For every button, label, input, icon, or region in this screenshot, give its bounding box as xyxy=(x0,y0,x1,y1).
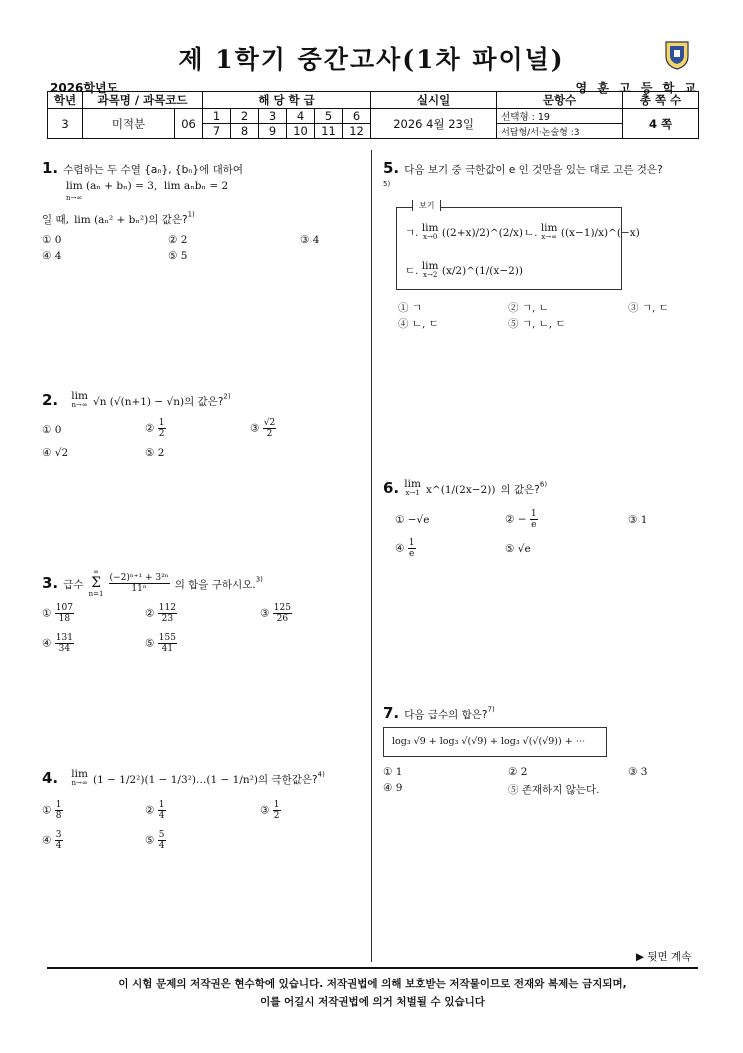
exam-title: 제 1학기 중간고사(1차 파이널) xyxy=(178,45,565,74)
class-cell: 8 xyxy=(231,124,259,139)
class-cell: 1 xyxy=(203,109,231,124)
code-value: 06 xyxy=(175,109,203,139)
q6-limit: lim x→1 xyxy=(404,477,421,497)
next-page-note: ▶ 뒷면 계속 xyxy=(636,951,692,963)
q5-option-3[interactable]: ③ ㄱ, ㄷ xyxy=(628,302,669,314)
grade-value: 3 xyxy=(48,109,83,139)
q5-option-5[interactable]: ⑤ ㄱ, ㄴ, ㄷ xyxy=(508,318,566,330)
option-fraction: $\frac{1}{2}$ xyxy=(273,800,280,821)
header-count: 문항수 xyxy=(497,92,623,109)
q1-option-2[interactable]: ② 2 xyxy=(168,234,188,246)
q6-option-3[interactable]: ③ 1 xyxy=(628,514,648,526)
q1-text-c: 의 값은? xyxy=(148,214,188,226)
header-subject: 과목명 / 과목코드 xyxy=(83,92,203,109)
q4-option-5[interactable] xyxy=(145,830,166,851)
q3-text-a: 급수 xyxy=(63,579,84,591)
header-classes: 해 당 학 급 xyxy=(203,92,371,109)
q2-option-4[interactable]: ④ √2 xyxy=(42,447,69,459)
question-4 xyxy=(42,768,325,788)
q3-option-1[interactable] xyxy=(42,603,74,624)
exam-info-table xyxy=(47,91,699,139)
footnote-mark: 1) xyxy=(187,210,195,219)
class-cell: 11 xyxy=(315,124,343,139)
bogi-item-n: ㄴ. lim x→∞ ((x−1)/x)^(−x) xyxy=(524,222,640,241)
question-number: 2. xyxy=(42,391,59,409)
q3-option-4[interactable] xyxy=(42,633,74,654)
q6-text: 의 값은? xyxy=(500,484,540,496)
bogi-item-d: ㄷ. lim x→2 (x/2)^(1/(x−2)) xyxy=(405,260,523,279)
question-text: 다음 보기 중 극한값이 e 인 것만을 있는 대로 고른 것은? xyxy=(404,164,663,176)
class-cell: 12 xyxy=(343,124,371,139)
option-fraction: $\frac{1}{4}$ xyxy=(158,800,165,821)
option-fraction: $\frac{5}{4}$ xyxy=(158,830,165,851)
q5-option-4[interactable]: ④ ㄴ, ㄷ xyxy=(398,318,439,330)
q7-option-2[interactable]: ② 2 xyxy=(508,766,528,778)
q1-option-3[interactable]: ③ 4 xyxy=(300,234,320,246)
q2-expr: √n (√(n+1) − √n) xyxy=(93,396,185,408)
option-marker: ① xyxy=(42,607,52,620)
option-fraction: $\frac{√2}{2}$ xyxy=(263,418,276,439)
option-fraction: $\frac{107}{18}$ xyxy=(55,603,73,624)
class-cell: 3 xyxy=(259,109,287,124)
option-marker: ② xyxy=(145,422,155,435)
q2-option-1[interactable]: ① 0 xyxy=(42,424,62,436)
class-cell: 9 xyxy=(259,124,287,139)
subject-value: 미적분 xyxy=(83,109,175,139)
q4-option-1[interactable] xyxy=(42,800,63,821)
option-marker: ④ xyxy=(395,542,405,555)
q7-option-3[interactable]: ③ 3 xyxy=(628,766,648,778)
option-marker: ① xyxy=(42,804,52,817)
option-fraction: $\frac{3}{4}$ xyxy=(55,830,62,851)
class-cell: 7 xyxy=(203,124,231,139)
q4-expr: (1 − 1/2²)(1 − 1/3²)…(1 − 1/n²) xyxy=(93,774,258,786)
class-cell: 6 xyxy=(343,109,371,124)
q1-option-1[interactable]: ① 0 xyxy=(42,234,62,246)
q1-expr: lim (aₙ² + bₙ²) xyxy=(74,214,149,226)
header-grade: 학년 xyxy=(48,92,83,109)
option-marker: ② − xyxy=(505,513,527,526)
question-text: 다음 급수의 합은? xyxy=(404,709,488,721)
question-3 xyxy=(42,568,263,599)
question-1 xyxy=(42,158,243,177)
q4-option-2[interactable] xyxy=(145,800,166,821)
class-cell: 2 xyxy=(231,109,259,124)
q1-cond1: lim (aₙ + bₙ) = 3, xyxy=(66,180,158,192)
q1-limit-sub: n→∞ xyxy=(66,194,83,202)
column-divider xyxy=(371,150,372,962)
question-number: 1. xyxy=(42,159,59,177)
header-date: 실시일 xyxy=(371,92,497,109)
question-number: 3. xyxy=(42,574,59,592)
question-text: 수렴하는 두 수열 {aₙ}, {bₙ}에 대하여 xyxy=(63,164,244,176)
q5-option-2[interactable]: ② ㄱ, ㄴ xyxy=(508,302,549,314)
q2-option-3[interactable] xyxy=(250,418,276,439)
option-fraction: $\frac{1}{e}$ xyxy=(530,509,537,530)
question-number: 5. xyxy=(383,159,400,177)
option-marker: ③ xyxy=(250,422,260,435)
option-fraction: $\frac{125}{26}$ xyxy=(273,603,291,624)
q2-limit: lim n→∞ xyxy=(71,389,88,409)
question-number: 4. xyxy=(42,769,59,787)
option-fraction: $\frac{1}{2}$ xyxy=(158,418,165,439)
question-6 xyxy=(383,478,547,498)
option-marker: ⑤ xyxy=(145,834,155,847)
q4-option-3[interactable] xyxy=(260,800,281,821)
class-cell: 10 xyxy=(287,124,315,139)
q1-option-5[interactable]: ⑤ 5 xyxy=(168,250,188,262)
q3-option-3[interactable] xyxy=(260,603,292,624)
q6-option-4[interactable] xyxy=(395,538,416,559)
option-marker: ② xyxy=(145,607,155,620)
q3-sum: ∞ Σ n=1 xyxy=(88,568,104,598)
q3-option-2[interactable] xyxy=(145,603,177,624)
essay-count: 서답형/서·논술형 :3 xyxy=(497,124,623,139)
q6-expr: x^(1/(2x−2)) xyxy=(426,484,496,496)
q1-cond2: lim aₙbₙ = 2 xyxy=(163,180,229,192)
option-fraction: $\frac{131}{34}$ xyxy=(55,633,73,654)
q2-text: 의 값은? xyxy=(184,396,224,408)
q2-option-5[interactable]: ⑤ 2 xyxy=(145,447,165,459)
q2-option-2[interactable] xyxy=(145,418,166,439)
option-fraction: $\frac{1}{8}$ xyxy=(55,800,62,821)
school-year: 2026학년도 xyxy=(50,81,119,95)
option-marker: ④ xyxy=(42,637,52,650)
question-7 xyxy=(383,703,495,722)
option-marker: ③ xyxy=(260,804,270,817)
footnote-mark: 2) xyxy=(223,392,231,401)
option-marker: ② xyxy=(145,804,155,817)
q6-option-2[interactable] xyxy=(505,509,538,530)
q1-conditions xyxy=(66,180,228,192)
header-pages: 총 쪽 수 xyxy=(623,92,699,109)
question-number: 7. xyxy=(383,704,400,722)
class-cell: 4 xyxy=(287,109,315,124)
q3-text-b: 의 합을 구하시오. xyxy=(174,579,256,591)
footnote-mark: 5) xyxy=(383,180,391,188)
question-2 xyxy=(42,390,231,410)
q7-option-1[interactable]: ① 1 xyxy=(383,766,403,778)
q4-limit: lim n→∞ xyxy=(71,767,88,787)
q4-option-4[interactable] xyxy=(42,830,63,851)
bogi-item-g: ㄱ. lim x→0 ((2+x)/2)^(2/x) xyxy=(405,222,523,241)
footnote-mark: 6) xyxy=(539,480,548,489)
copyright-line-2: 이를 어길시 저작권법에 의거 처벌될 수 있습니다 xyxy=(260,996,485,1008)
bogi-label: 보기 xyxy=(412,200,441,211)
option-fraction: $\frac{112}{23}$ xyxy=(158,603,176,624)
question-number: 6. xyxy=(383,479,400,497)
footnote-mark: 3) xyxy=(255,575,263,584)
q1-line2 xyxy=(42,208,195,227)
copyright-line-1: 이 시험 문제의 저작권은 현수학에 있습니다. 저작권법에 의해 보호받는 저작물이므로 전재와 복제는 금지되며, xyxy=(118,978,627,990)
option-marker: ③ xyxy=(260,607,270,620)
option-marker: ⑤ xyxy=(145,637,155,650)
school-emblem-icon xyxy=(664,40,690,70)
q7-option-4[interactable]: ④ 9 xyxy=(383,782,403,794)
q1-text-b: 일 때, xyxy=(42,214,69,226)
school-name: 영 훈 고 등 학 교 xyxy=(575,81,699,95)
footnote-mark: 4) xyxy=(317,770,325,779)
q7-option-5[interactable]: ⑤ 존재하지 않는다. xyxy=(508,784,600,796)
class-cell: 5 xyxy=(315,109,343,124)
date-value: 2026 4월 23일 xyxy=(371,109,497,139)
q7-series-box: log₃ √9 + log₃ √(√9) + log₃ √(√(√9)) + ⋯ xyxy=(383,727,607,757)
option-fraction: $\frac{1}{e}$ xyxy=(408,538,415,559)
q1-option-4[interactable]: ④ 4 xyxy=(42,250,62,262)
q3-fraction: $\frac{\text{(−2)ⁿ⁺¹ + 3²ⁿ}}{\text{11ⁿ}}$ xyxy=(109,573,169,594)
footnote-mark: 7) xyxy=(487,705,495,714)
option-fraction: $\frac{155}{41}$ xyxy=(158,633,176,654)
q4-text: 의 극한값은? xyxy=(257,774,318,786)
pages-value: 4 쪽 xyxy=(623,109,699,139)
q6-option-1[interactable]: ① −√e xyxy=(395,514,430,526)
footer-divider xyxy=(47,967,698,969)
choice-count: 선택형 : 19 xyxy=(497,109,623,124)
q5-option-1[interactable]: ① ㄱ xyxy=(398,302,422,314)
option-marker: ④ xyxy=(42,834,52,847)
question-5 xyxy=(383,158,663,177)
q6-option-5[interactable]: ⑤ √e xyxy=(505,543,531,555)
q3-option-5[interactable] xyxy=(145,633,177,654)
